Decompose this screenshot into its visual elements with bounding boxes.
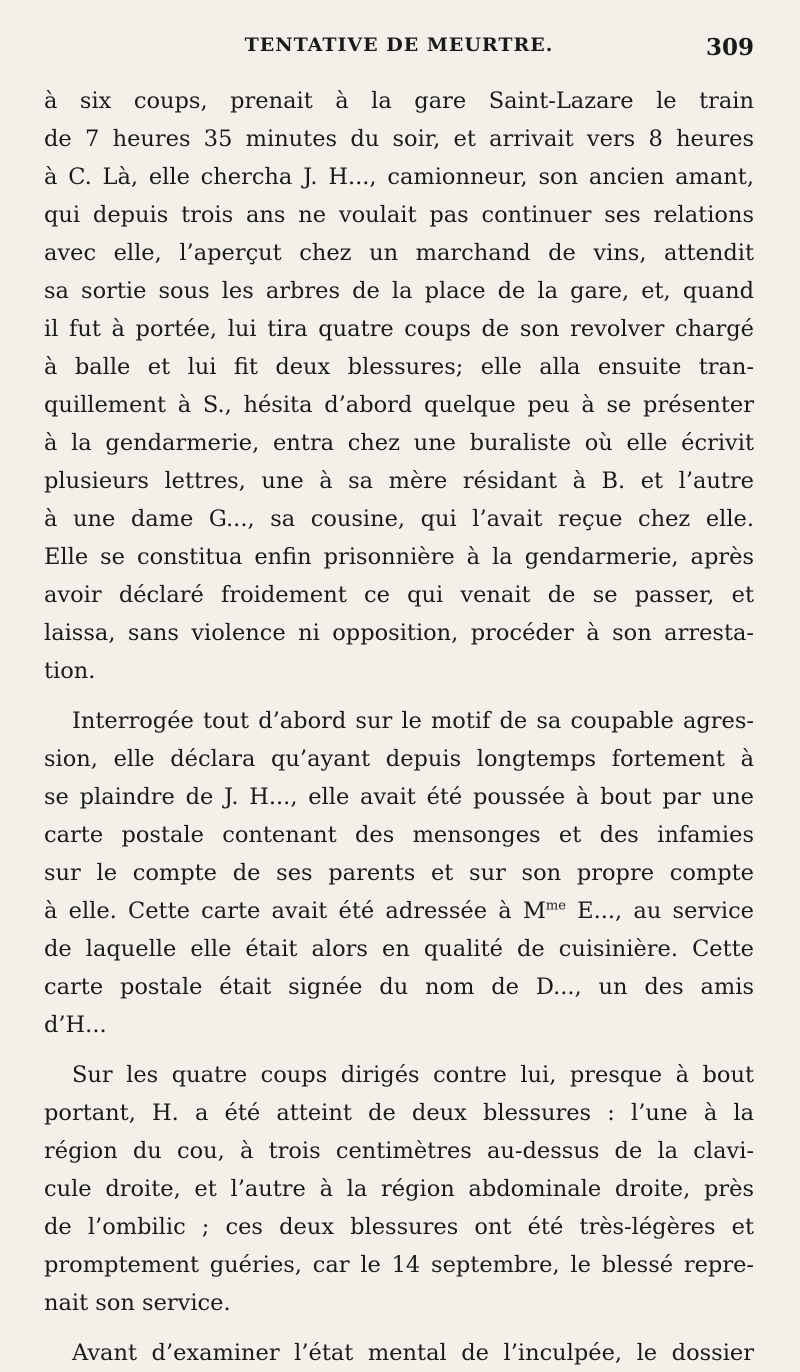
page-number: 309 xyxy=(705,34,754,61)
text-line: Sur les quatre coups dirigés contre lui, presque à bout xyxy=(72,1062,754,1088)
text-run: E..., au service xyxy=(565,898,754,924)
text-line: Elle se constitua enfin prisonnière à la gendarmerie, après xyxy=(44,544,754,570)
text-line: promptement guéries, car le 14 septembre, le blessé repre- xyxy=(44,1252,754,1278)
text-line: avec elle, l’aperçut chez un marchand de vins, attendit xyxy=(44,240,754,266)
text-line: région du cou, à trois centimètres au-dessus de la clavi- xyxy=(44,1138,754,1164)
text-line: à une dame G..., sa cousine, qui l’avait reçue chez elle. xyxy=(44,506,754,532)
text-run: à elle. Cette carte avait été adressée à M xyxy=(44,898,546,924)
text-line: plusieurs lettres, une à sa mère résidant à B. et l’autre xyxy=(44,468,754,494)
text-line: Avant d’examiner l’état mental de l’inculpée, le dossier xyxy=(72,1340,754,1366)
text-line: de 7 heures 35 minutes du soir, et arrivait vers 8 heures xyxy=(44,126,754,152)
running-title: TENTATIVE DE MEURTRE. xyxy=(244,34,554,56)
text-line: à C. Là, elle chercha J. H..., camionneur, son ancien amant, xyxy=(44,164,754,190)
text-line: portant, H. a été atteint de deux blessures : l’une à la xyxy=(44,1100,754,1126)
text-line: nait son service. xyxy=(44,1290,231,1316)
paragraph-gap xyxy=(44,690,754,702)
text-line: carte postale était signée du nom de D..., un des amis xyxy=(44,974,754,1000)
text-line xyxy=(44,892,754,930)
text-line: à balle et lui fit deux blessures; elle alla ensuite tran- xyxy=(44,354,754,380)
text-line: sion, elle déclara qu’ayant depuis longtemps fortement à xyxy=(44,746,754,772)
text-line: il fut à portée, lui tira quatre coups de son revolver chargé xyxy=(44,316,754,342)
paragraph xyxy=(44,1056,754,1322)
text-line: Interrogée tout d’abord sur le motif de sa coupable agres- xyxy=(72,708,754,734)
text-line: quillement à S., hésita d’abord quelque peu à se présenter xyxy=(44,392,754,418)
text-line: sa sortie sous les arbres de la place de la gare, et, quand xyxy=(44,278,754,304)
superscript: me xyxy=(545,898,566,914)
paragraph xyxy=(44,1334,754,1372)
text-line: à six coups, prenait à la gare Saint-Lazare le train xyxy=(44,88,754,114)
text-line: carte postale contenant des mensonges et des infamies xyxy=(44,822,754,848)
text-line: de laquelle elle était alors en qualité de cuisinière. Cette xyxy=(44,936,754,962)
running-head xyxy=(44,34,754,64)
text-line: d’H... xyxy=(44,1012,107,1038)
text-line: de l’ombilic ; ces deux blessures ont été très-légères et xyxy=(44,1214,754,1240)
text-line: avoir déclaré froidement ce qui venait de se passer, et xyxy=(44,582,754,608)
paragraph-gap xyxy=(44,1044,754,1056)
body-text xyxy=(44,82,754,1372)
text-line: tion. xyxy=(44,658,96,684)
text-line: sur le compte de ses parents et sur son propre compte xyxy=(44,860,754,886)
paragraph-gap xyxy=(44,1322,754,1334)
paragraph xyxy=(44,82,754,690)
paragraph xyxy=(44,702,754,1044)
text-line: cule droite, et l’autre à la région abdominale droite, près xyxy=(44,1176,754,1202)
text-line: qui depuis trois ans ne voulait pas continuer ses relations xyxy=(44,202,754,228)
text-line: laissa, sans violence ni opposition, procéder à son arresta- xyxy=(44,620,754,646)
text-line: à la gendarmerie, entra chez une buraliste où elle écrivit xyxy=(44,430,754,456)
text-line: se plaindre de J. H..., elle avait été poussée à bout par une xyxy=(44,784,754,810)
